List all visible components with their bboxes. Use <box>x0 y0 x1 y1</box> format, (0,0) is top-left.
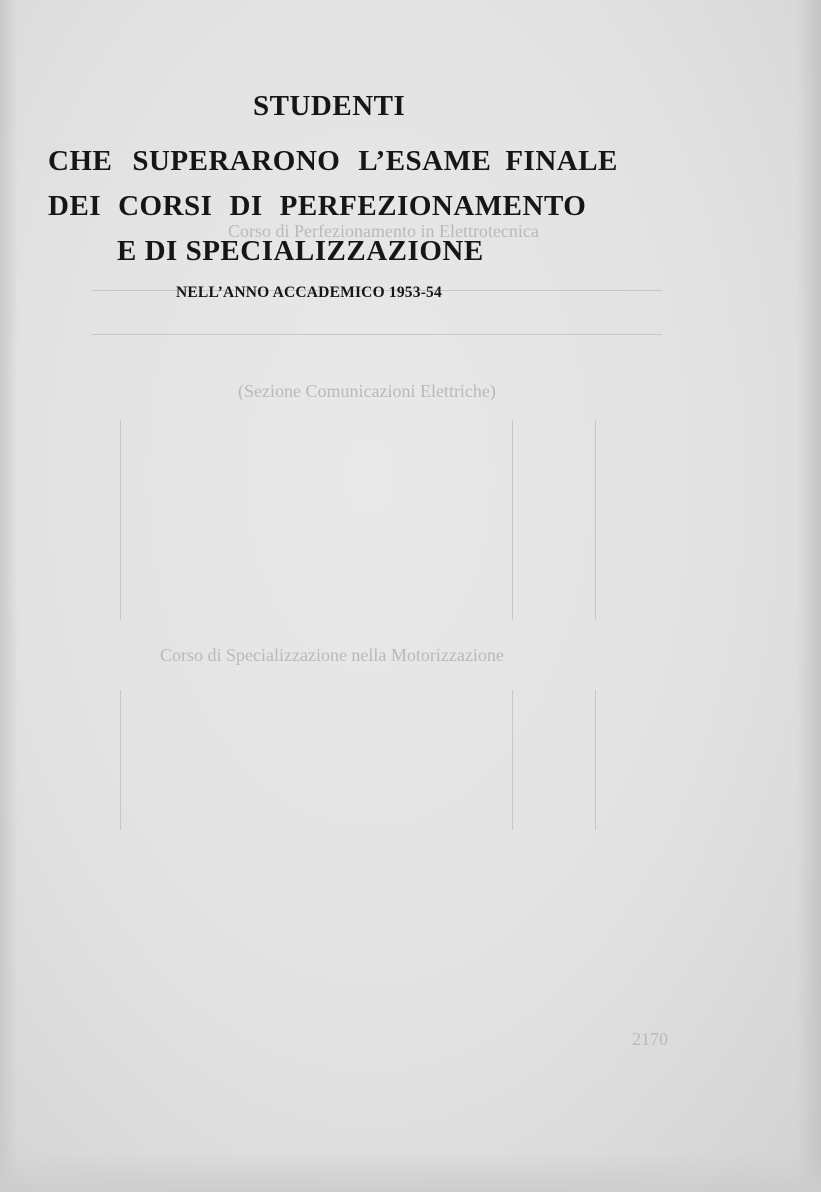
bleed-rule <box>512 690 513 830</box>
title-line-studenti: STUDENTI <box>253 90 406 122</box>
bleed-rule <box>92 334 662 335</box>
page-edge-shadow-bottom <box>0 1152 821 1192</box>
academic-year-subtitle: NELL’ANNO ACCADEMICO 1953-54 <box>176 284 442 301</box>
bleed-rule <box>595 690 596 830</box>
page-edge-shadow-right <box>797 0 821 1192</box>
bleed-rule <box>595 420 596 620</box>
bleed-page-number: 2170 <box>632 1029 668 1049</box>
title-word: PERFEZIONAMENTO <box>279 190 587 222</box>
title-word: CORSI <box>118 190 213 222</box>
bleed-rule <box>120 420 121 620</box>
title-word: FINALE <box>505 145 618 177</box>
title-line-superarono <box>48 147 618 176</box>
title-word: CHE <box>48 145 113 177</box>
title-line-specializzazione: E DI SPECIALIZZAZIONE <box>117 235 484 267</box>
title-word: DEI <box>48 190 102 222</box>
page-edge-shadow-left <box>0 0 18 1192</box>
title-word: DI <box>229 190 263 222</box>
title-line-corsi <box>48 192 586 221</box>
bleed-heading-2: Corso di Specializzazione nella Motorizzazione <box>160 645 504 665</box>
title-word: L’ESAME <box>358 145 492 177</box>
title-word: SUPERARONO <box>132 145 341 177</box>
bleed-rule <box>512 420 513 620</box>
bleed-heading-1: Corso di Perfezionamento in Elettrotecnica <box>228 221 539 241</box>
bleed-section: (Sezione Comunicazioni Elettriche) <box>238 381 496 401</box>
bleed-rule <box>120 690 121 830</box>
